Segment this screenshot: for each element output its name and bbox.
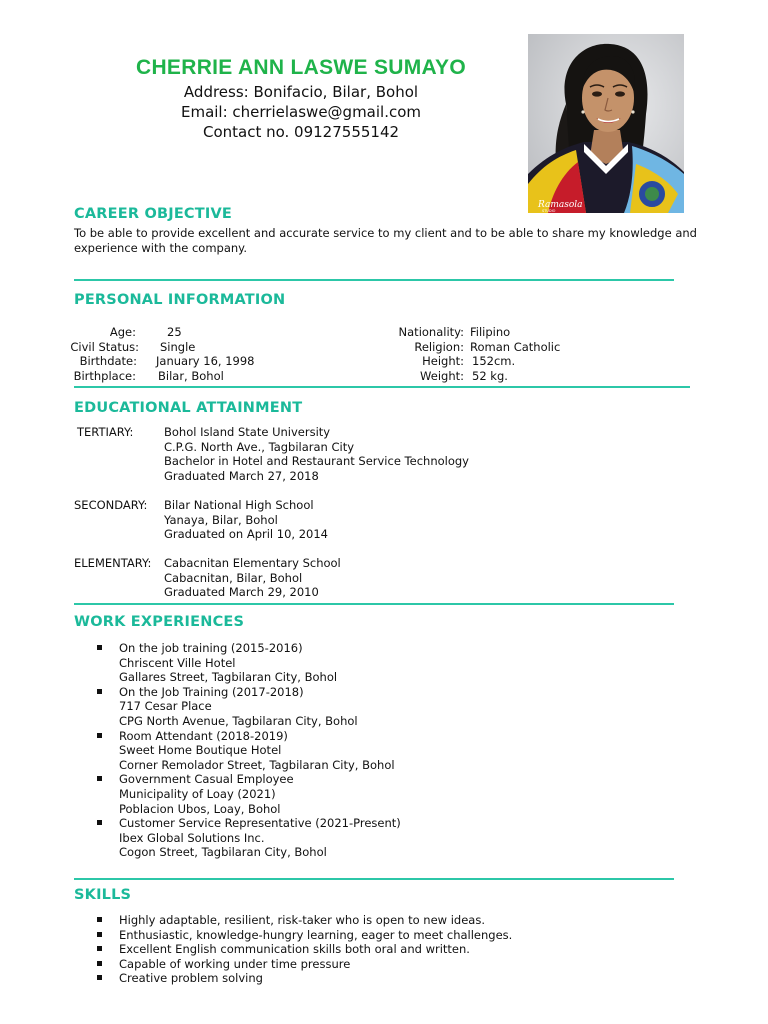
secondary-label: SECONDARY: [74, 498, 148, 512]
civil-status-value: Single [160, 340, 196, 354]
contact-line: Contact no. 09127555142 [202, 123, 400, 141]
skill-text: Excellent English communication skills both oral and written. [119, 942, 470, 957]
list-item [97, 913, 512, 928]
list-item [97, 928, 512, 943]
bullet-icon [97, 645, 102, 650]
elementary-label: ELEMENTARY: [74, 556, 152, 570]
portrait-illustration [528, 34, 684, 213]
job-title: On the job training (2015-2016) [119, 641, 303, 655]
birthdate-value: January 16, 1998 [156, 354, 255, 368]
school-address: C.P.G. North Ave., Tagbilaran City [164, 439, 355, 454]
religion-value: Roman Catholic [470, 340, 561, 354]
school-name: Bilar National High School [164, 498, 314, 512]
civil-status-label: Civil Status: [70, 340, 139, 354]
list-item [97, 685, 401, 729]
elementary-details [164, 556, 341, 600]
nationality-value: Filipino [470, 325, 511, 339]
section-divider [74, 386, 690, 388]
personal-information-heading: PERSONAL INFORMATION [74, 292, 286, 308]
employer-address: Corner Remolador Street, Tagbilaran City, Bohol [119, 757, 395, 772]
email-line: Email: cherrielaswe@gmail.com [180, 103, 422, 121]
bullet-icon [97, 961, 102, 966]
employer: Municipality of Loay (2021) [119, 786, 276, 801]
graduation-date: Graduated March 27, 2018 [164, 468, 319, 483]
height-value: 152cm. [472, 354, 516, 368]
list-item [97, 971, 512, 986]
employer-address: Poblacion Ubos, Loay, Bohol [119, 801, 281, 816]
studio-watermark-sub: STUDIO [542, 209, 556, 213]
skill-text: Creative problem solving [119, 971, 263, 986]
bullet-icon [97, 975, 102, 980]
school-name: Bohol Island State University [164, 425, 331, 439]
educational-attainment-heading: EDUCATIONAL ATTAINMENT [74, 400, 303, 416]
age-value: 25 [167, 325, 182, 339]
section-divider [74, 279, 674, 281]
bullet-icon [97, 689, 102, 694]
list-item [97, 729, 401, 773]
job-title: Room Attendant (2018-2019) [119, 728, 288, 743]
address-line: Address: Bonifacio, Bilar, Bohol [183, 83, 419, 101]
school-address: Yanaya, Bilar, Bohol [164, 512, 278, 527]
job-title: Customer Service Representative (2021-Present) [119, 816, 401, 831]
list-item [97, 816, 401, 860]
birthdate-label: Birthdate: [79, 354, 137, 368]
nationality-label: Nationality: [398, 325, 464, 339]
bullet-icon [97, 917, 102, 922]
list-item [97, 772, 401, 816]
skill-text: Enthusiastic, knowledge-hungry learning, eager to meet challenges. [119, 927, 513, 942]
profile-photo [528, 34, 684, 213]
graduation-date: Graduated March 29, 2010 [164, 585, 319, 600]
skills-list [97, 913, 512, 986]
birthplace-label: Birthplace: [73, 369, 136, 383]
career-objective-text: To be able to provide excellent and accurate service to my client and to be able to share my knowledge and experience with the company. [74, 226, 697, 255]
list-item [97, 957, 512, 972]
work-experiences-heading: WORK EXPERIENCES [74, 614, 245, 630]
list-item [97, 641, 401, 685]
bullet-icon [97, 932, 102, 937]
section-divider [74, 878, 674, 880]
bullet-icon [97, 820, 102, 825]
school-address: Cabacnitan, Bilar, Bohol [164, 570, 303, 585]
weight-value: 52 kg. [472, 369, 508, 383]
bullet-icon [97, 946, 102, 951]
employer: Chriscent Ville Hotel [119, 655, 236, 670]
school-name: Cabacnitan Elementary School [164, 556, 341, 570]
skill-text: Highly adaptable, resilient, risk-taker who is open to new ideas. [119, 913, 485, 927]
employer: 717 Cesar Place [119, 699, 212, 714]
tertiary-label: TERTIARY: [77, 425, 134, 439]
degree: Bachelor in Hotel and Restaurant Service Technology [164, 454, 469, 469]
skills-heading: SKILLS [74, 887, 132, 903]
employer: Ibex Global Solutions Inc. [119, 830, 265, 845]
secondary-details [164, 498, 328, 542]
employer-address: Gallares Street, Tagbilaran City, Bohol [119, 670, 338, 685]
skill-text: Capable of working under time pressure [119, 956, 351, 971]
bullet-icon [97, 776, 102, 781]
tertiary-details [164, 425, 469, 483]
graduation-date: Graduated on April 10, 2014 [164, 527, 328, 542]
bullet-icon [97, 733, 102, 738]
employer-address: CPG North Avenue, Tagbilaran City, Bohol [119, 713, 358, 728]
list-item [97, 942, 512, 957]
weight-label: Weight: [420, 369, 464, 383]
section-divider [74, 603, 674, 605]
applicant-name: CHERRIE ANN LASWE SUMAYO [135, 56, 466, 79]
job-title: On the Job Training (2017-2018) [119, 684, 304, 699]
work-experience-list [97, 641, 401, 860]
employer-address: Cogon Street, Tagbilaran City, Bohol [119, 845, 327, 860]
age-label: Age: [109, 325, 136, 339]
employer: Sweet Home Boutique Hotel [119, 743, 282, 758]
career-objective-heading: CAREER OBJECTIVE [74, 206, 232, 222]
job-title: Government Casual Employee [119, 772, 294, 787]
height-label: Height: [422, 354, 464, 368]
religion-label: Religion: [414, 340, 464, 354]
birthplace-value: Bilar, Bohol [158, 369, 224, 383]
studio-watermark: Ramasola [538, 200, 583, 210]
